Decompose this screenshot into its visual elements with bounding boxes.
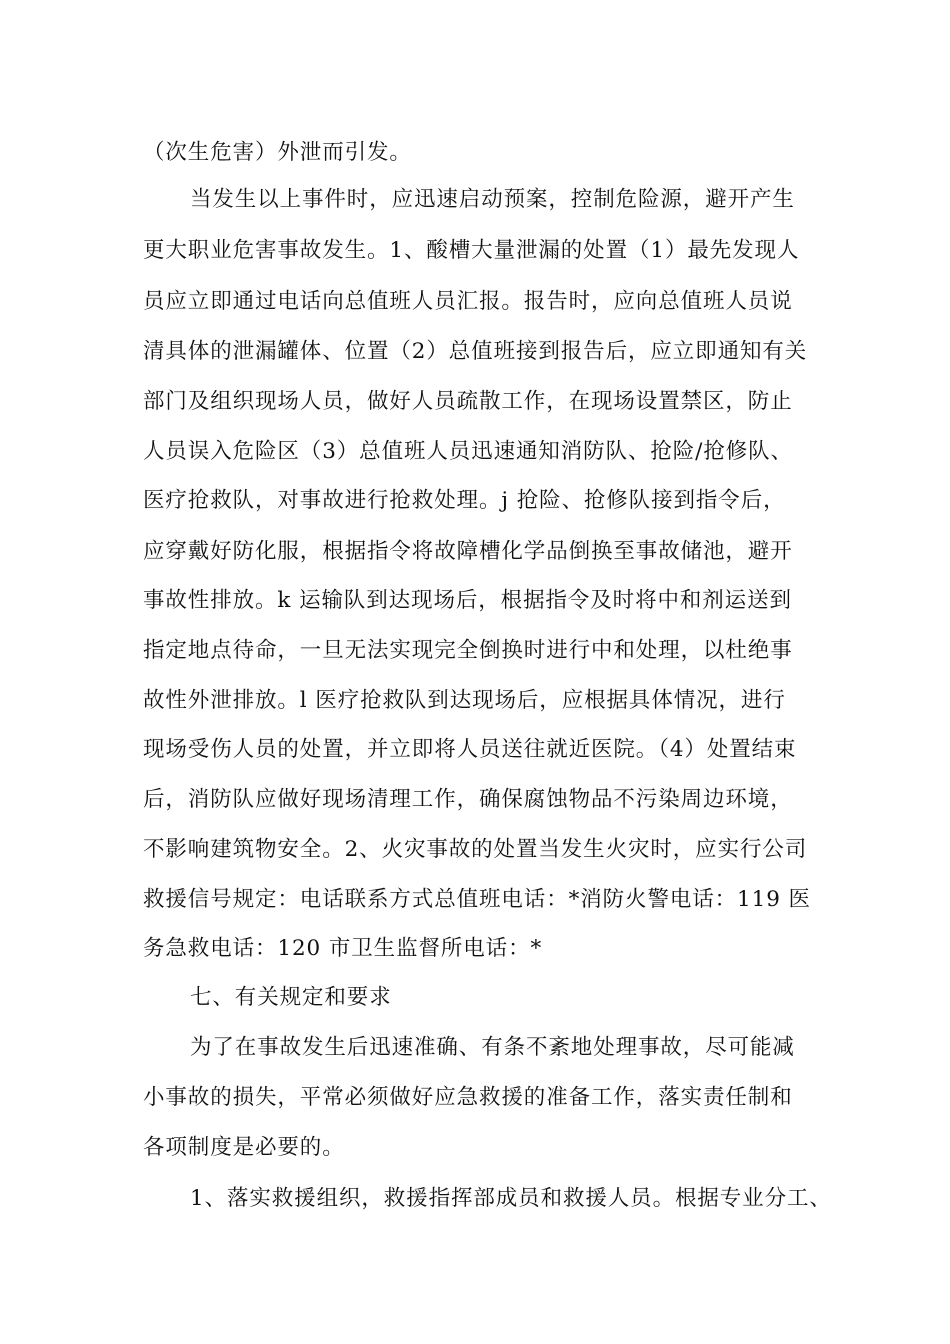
- text-line: 部门及组织现场人员，做好人员疏散工作，在现场设置禁区，防止: [143, 389, 793, 414]
- text-line: 更大职业危害事故发生。1、酸槽大量泄漏的处置（1）最先发现人: [143, 238, 800, 263]
- text-line: 现场受伤人员的处置，并立即将人员送往就近医院。（4）处置结束: [143, 737, 797, 762]
- text-line: 员应立即通过电话向总值班人员汇报。报告时，应向总值班人员说: [143, 289, 793, 314]
- text-line: 小事故的损失，平常必须做好应急救援的准备工作，落实责任制和: [143, 1085, 793, 1110]
- paragraph-first-line: 为了在事故发生后迅速准确、有条不紊地处理事故，尽可能减: [190, 1035, 795, 1060]
- text-line: 不影响建筑物安全。2、火灾事故的处置当发生火灾时，应实行公司: [143, 837, 808, 862]
- paragraph-first-line: 1、落实救援组织，救援指挥部成员和救援人员。根据专业分工、: [190, 1186, 832, 1211]
- text-line: 人员误入危险区（3）总值班人员迅速通知消防队、抢险/抢修队、: [143, 439, 793, 464]
- text-line: （次生危害）外泄而引发。: [143, 140, 412, 165]
- text-line: 各项制度是必要的。: [143, 1135, 345, 1160]
- section-heading: 七、有关规定和要求: [190, 985, 392, 1010]
- text-line: 事故性排放。k 运输队到达现场后，根据指令及时将中和剂运送到: [143, 588, 792, 613]
- paragraph-first-line: 当发生以上事件时，应迅速启动预案，控制危险源，避开产生: [190, 187, 795, 212]
- text-line: 后，消防队应做好现场清理工作，确保腐蚀物品不污染周边环境，: [143, 787, 793, 812]
- text-line: 指定地点待命，一旦无法实现完全倒换时进行中和处理，以杜绝事: [143, 638, 793, 663]
- text-line: 医疗抢救队，对事故进行抢救处理。j 抢险、抢修队接到指令后，: [143, 488, 786, 513]
- text-line: 应穿戴好防化服，根据指令将故障槽化学品倒换至事故储池，避开: [143, 539, 793, 564]
- text-line: 救援信号规定：电话联系方式总值班电话：*消防火警电话：119 医: [143, 887, 811, 912]
- text-line: 清具体的泄漏罐体、位置（2）总值班接到报告后，应立即通知有关: [143, 339, 808, 364]
- text-line: 故性外泄排放。l 医疗抢救队到达现场后，应根据具体情况，进行: [143, 688, 786, 713]
- text-line: 务急救电话：120 市卫生监督所电话：*: [143, 936, 543, 961]
